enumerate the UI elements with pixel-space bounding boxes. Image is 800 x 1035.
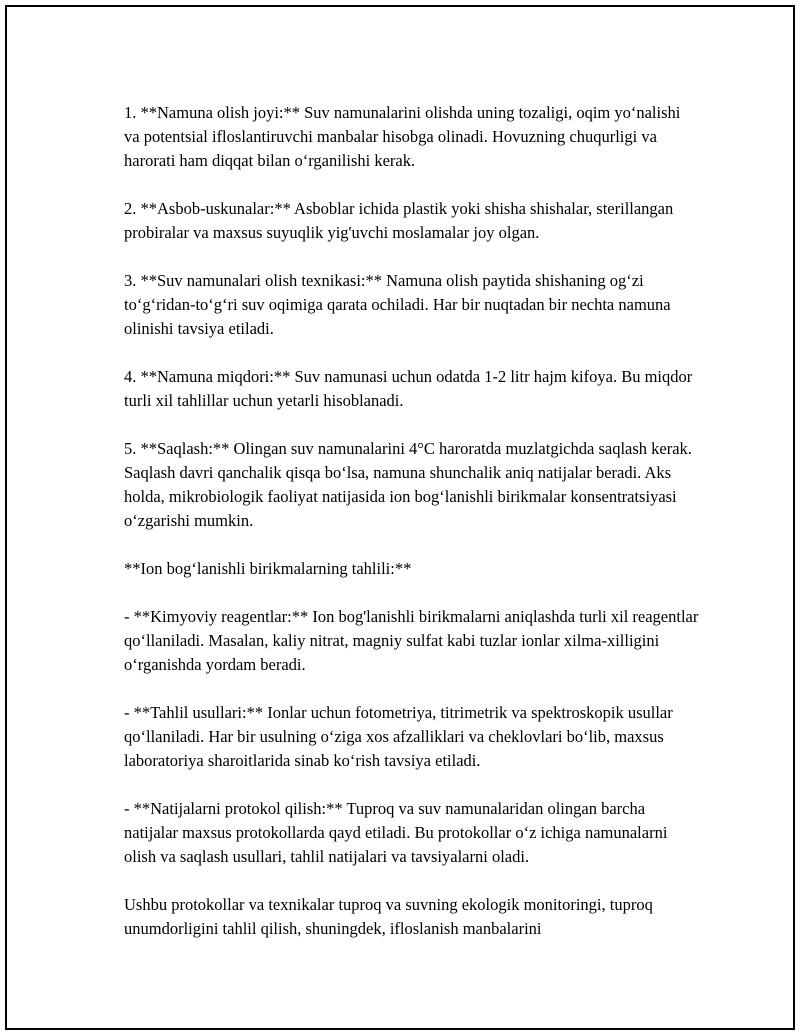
page-frame (5, 5, 795, 1030)
paragraph-conclusion: Ushbu protokollar va texnikalar tuproq va suvning ekologik monitoringi, tuproq unumdorligini tahlil qilish, shuningdek, ifloslanish manbalarini (124, 895, 653, 938)
paragraph-sample-quantity: 4. **Namuna miqdori:** Suv namunasi uchun odatda 1-2 litr hajm kifoya. Bu miqdor turli xil tahlillar uchun yetarli hisoblanadi. (124, 367, 693, 410)
paragraph-storage: 5. **Saqlash:** Olingan suv namunalarini 4°C haroratda muzlatgichda saqlash kerak. Saqlash davri qanchalik qisqa bo‘lsa, namuna shunchalik aniq natijalar beradi. Aks holda, mikrobiologik faoliyat natijasida ion bog‘lanishli birikmalar konsentratsiyasi o‘zgarishi mumkin. (124, 439, 692, 530)
paragraph-sampling-location: 1. **Namuna olish joyi:** Suv namunalarini olishda uning tozaligi, oqim yo‘nalishi va potentsial ifloslantiruvchi manbalar hisobga olinadi. Hovuzning chuqurligi va harorati ham diqqat bilan o‘rganilishi kerak. (124, 103, 681, 170)
paragraph-results-protocol: - **Natijalarni protokol qilish:** Tuproq va suv namunalaridan olingan barcha natijalar maxsus protokollarda qayd etiladi. Bu protokollar o‘z ichiga namunalarni olish va saqlash usullari, tahlil natijalari va tavsiyalarni oladi. (124, 799, 668, 866)
paragraph-chemical-reagents: - **Kimyoviy reagentlar:** Ion bog'lanishli birikmalarni aniqlashda turli xil reagentlar qo‘llaniladi. Masalan, kaliy nitrat, magniy sulfat kabi tuzlar ionlar xilma-xilligini o‘rganishda yordam beradi. (124, 607, 699, 674)
paragraph-sampling-technique: 3. **Suv namunalari olish texnikasi:** Namuna olish paytida shishaning og‘zi to‘g‘ridan-to‘g‘ri suv oqimiga qarata ochiladi. Har bir nuqtadan bir nechta namuna olinishi tavsiya etiladi. (124, 271, 671, 338)
document-body (124, 101, 699, 965)
section-heading-ion-analysis: **Ion bog‘lanishli birikmalarning tahlili:** (124, 559, 412, 578)
paragraph-equipment: 2. **Asbob-uskunalar:** Asboblar ichida plastik yoki shisha shishalar, sterillangan probiralar va maxsus suyuqlik yig'uvchi moslamalar joy olgan. (124, 199, 674, 242)
paragraph-analysis-methods: - **Tahlil usullari:** Ionlar uchun fotometriya, titrimetrik va spektroskopik usullar qo‘llaniladi. Har bir usulning o‘ziga xos afzalliklari va cheklovlari bo‘lib, maxsus laboratoriya sharoitlarida sinab ko‘rish tavsiya etiladi. (124, 703, 673, 770)
